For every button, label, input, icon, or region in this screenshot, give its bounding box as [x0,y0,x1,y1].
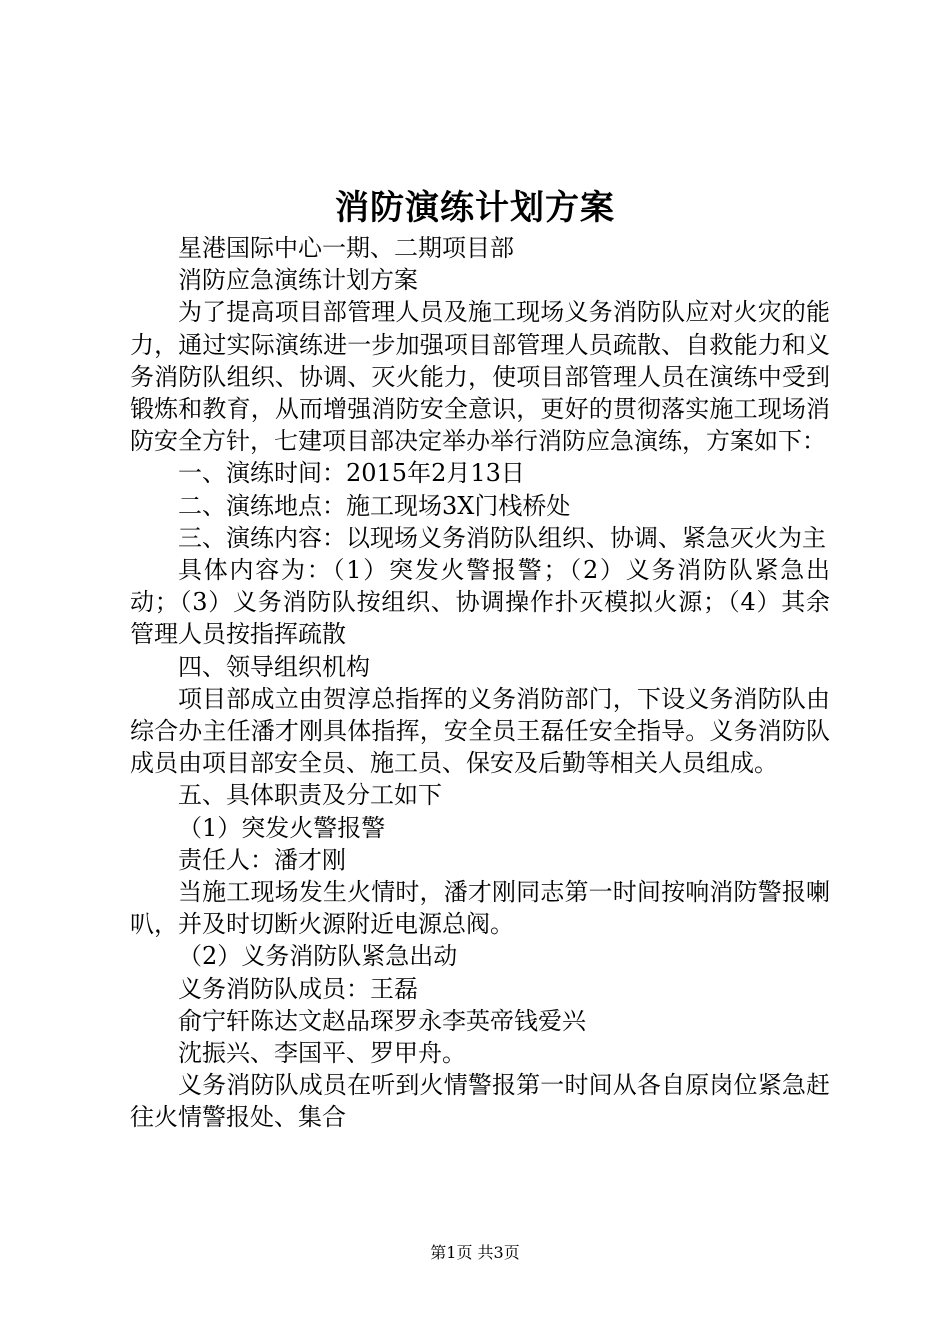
document-body [130,232,830,1134]
paragraph-duties-heading: 五、具体职责及分工如下 [178,781,442,810]
paragraph-team-names-2: 沈振兴、李国平、罗甲舟。 [178,1039,466,1068]
paragraph-team-names-1: 俞宁轩陈达文赵品琛罗永李英帝钱爱兴 [178,1006,586,1035]
paragraph-alarm-details: 当施工现场发生火情时，潘才刚同志第一时间按响消防警报喇叭，并及时切断火源附近电源总阀。 [130,878,830,939]
paragraph-drill-content: 三、演练内容：以现场义务消防队组织、协调、紧急灭火为主 [178,523,826,552]
paragraph-leadership-heading: 四、领导组织机构 [178,652,370,681]
paragraph-purpose: 为了提高项目部管理人员及施工现场义务消防队应对火灾的能力，通过实际演练进一步加强项目部管理人员疏散、自救能力和义务消防队组织、协调、灭火能力，使项目部管理人员在演练中受到锻炼和教育，从而增强消防安全意识，更好的贯彻落实施工现场消防安全方针，七建项目部决定举办举行消防应急演练，方案如下： [130,298,830,456]
document-title: 消防演练计划方案 [335,188,615,228]
paragraph-dispatch-heading: （2）义务消防队紧急出动 [178,942,458,971]
page-footer: 第1页 共3页 [430,1243,520,1262]
paragraph-alarm-heading: （1）突发火警报警 [178,813,386,842]
paragraph-content-details: 具体内容为：（1）突发火警报警；（2）义务消防队紧急出动；（3）义务消防队按组织、协调操作扑灭模拟火源；（4）其余管理人员按指挥疏散 [130,556,830,649]
paragraph-team-response: 义务消防队成员在听到火情警报第一时间从各自原岗位紧急赶往火情警报处、集合 [130,1071,830,1132]
paragraph-alarm-responsible: 责任人：潘才刚 [178,845,346,874]
paragraph-leadership-details: 项目部成立由贺淳总指挥的义务消防部门，下设义务消防队由综合办主任潘才刚具体指挥，安全员王磊任安全指导。义务消防队成员由项目部安全员、施工员、保安及后勤等相关人员组成。 [130,684,830,778]
paragraph-project-name: 星港国际中心一期、二期项目部 [178,234,514,262]
paragraph-drill-time: 一、演练时间：2015年2月13日 [178,459,525,488]
paragraph-drill-location: 二、演练地点：施工现场3X门栈桥处 [178,491,571,520]
paragraph-plan-subtitle: 消防应急演练计划方案 [178,266,418,295]
paragraph-team-members: 义务消防队成员：王磊 [178,974,418,1003]
